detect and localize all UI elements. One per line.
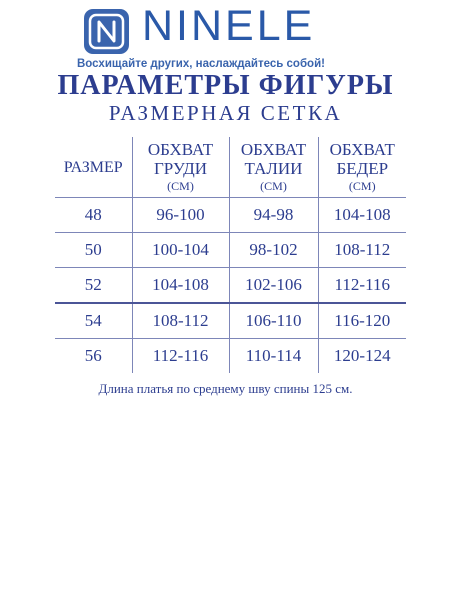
size-chart-table bbox=[55, 137, 406, 373]
header-bust-unit: (СМ) bbox=[167, 179, 194, 193]
dress-length-note: Длина платья по среднему шву спины 125 см. bbox=[98, 381, 353, 396]
cell-waist: 110-114 bbox=[229, 339, 318, 374]
cell-bust: 112-116 bbox=[132, 339, 229, 374]
cell-hips: 112-116 bbox=[318, 268, 406, 304]
cell-waist: 94-98 bbox=[229, 198, 318, 233]
cell-hips: 116-120 bbox=[318, 303, 406, 339]
brand-name: NINELE bbox=[142, 2, 316, 50]
header-hips bbox=[318, 137, 406, 198]
header-bust-line2: ГРУДИ bbox=[153, 159, 208, 178]
header-bust bbox=[132, 137, 229, 198]
table-row bbox=[55, 233, 406, 268]
cell-hips: 108-112 bbox=[318, 233, 406, 268]
header-hips-line1: ОБХВАТ bbox=[329, 140, 395, 159]
table-row bbox=[55, 303, 406, 339]
cell-waist: 106-110 bbox=[229, 303, 318, 339]
header-hips-unit: (СМ) bbox=[348, 179, 376, 193]
page-subtitle: РАЗМЕРНАЯ СЕТКА bbox=[108, 101, 343, 125]
cell-waist: 102-106 bbox=[229, 268, 318, 304]
brand-logo-icon bbox=[84, 9, 129, 54]
header-waist bbox=[229, 137, 318, 198]
header-waist-line2: ТАЛИИ bbox=[244, 159, 303, 178]
cell-size: 56 bbox=[55, 339, 132, 374]
header-waist-unit: (СМ) bbox=[260, 179, 287, 193]
header-waist-line1: ОБХВАТ bbox=[240, 140, 307, 159]
cell-bust: 108-112 bbox=[132, 303, 229, 339]
cell-hips: 104-108 bbox=[318, 198, 406, 233]
table-header-row bbox=[55, 137, 406, 198]
cell-bust: 104-108 bbox=[132, 268, 229, 304]
cell-size: 50 bbox=[55, 233, 132, 268]
header-size-label: РАЗМЕР bbox=[63, 158, 123, 176]
cell-bust: 96-100 bbox=[132, 198, 229, 233]
cell-waist: 98-102 bbox=[229, 233, 318, 268]
cell-size: 54 bbox=[55, 303, 132, 339]
table-row bbox=[55, 198, 406, 233]
cell-size: 48 bbox=[55, 198, 132, 233]
table-row bbox=[55, 268, 406, 304]
header-hips-line2: БЕДЕР bbox=[336, 159, 389, 178]
cell-size: 52 bbox=[55, 268, 132, 304]
header-bust-line1: ОБХВАТ bbox=[147, 140, 214, 159]
brand-logo bbox=[77, 2, 384, 70]
cell-hips: 120-124 bbox=[318, 339, 406, 374]
brand-n-glyph-icon bbox=[84, 9, 129, 54]
header-size bbox=[55, 137, 132, 198]
table-row bbox=[55, 339, 406, 374]
page-title: ПАРАМЕТРЫ ФИГУРЫ bbox=[57, 70, 394, 101]
brand-tagline: Восхищайте других, наслаждайтесь собой! bbox=[77, 58, 325, 70]
cell-bust: 100-104 bbox=[132, 233, 229, 268]
